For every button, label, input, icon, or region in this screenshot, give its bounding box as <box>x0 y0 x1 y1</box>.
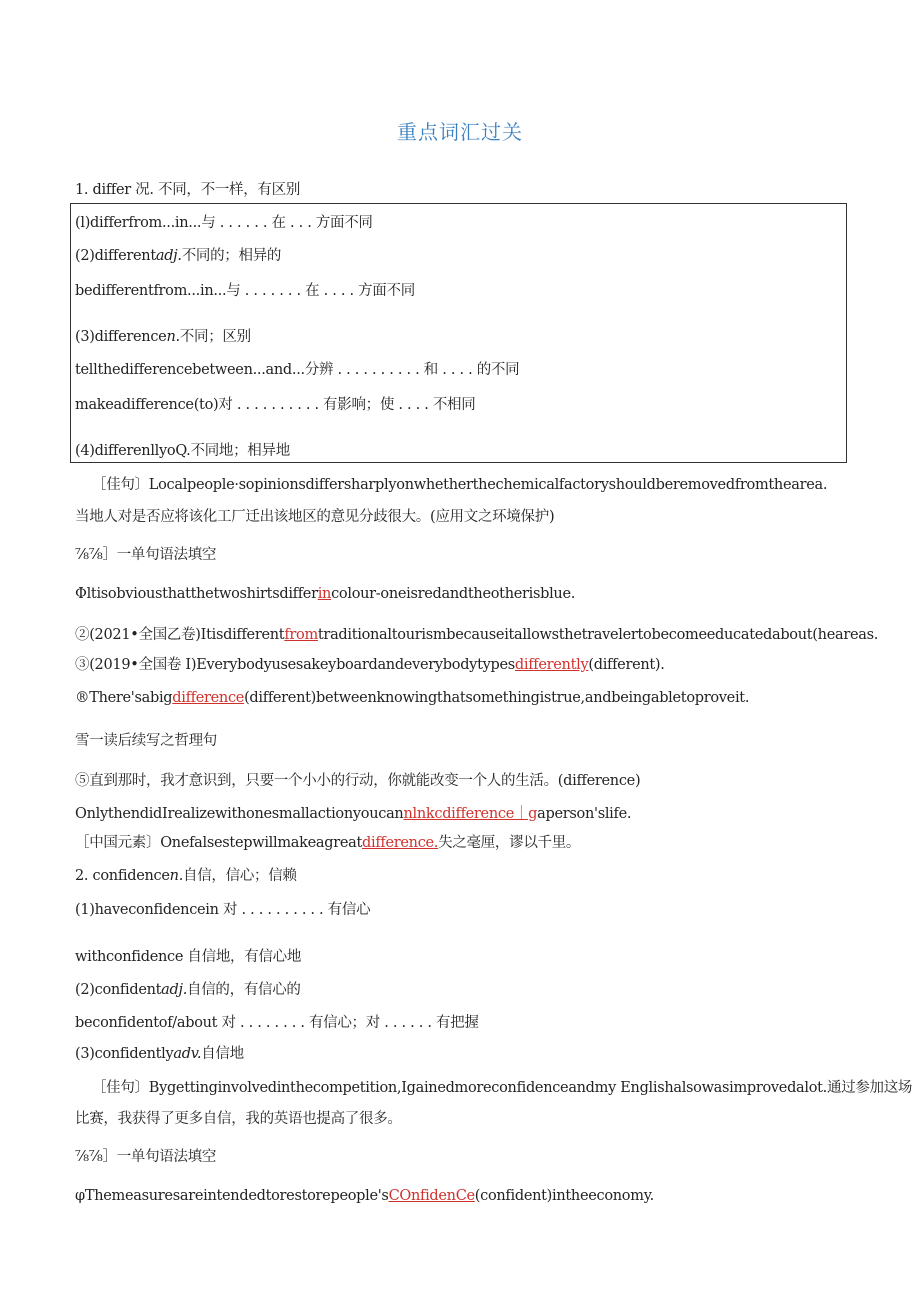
item2-line-1: (1)haveconfidencein 对 . . . . . . . . . . 有信心 <box>75 902 371 918</box>
exercise-3: ③(2019•全国卷 I)Everybodyusesakeyboardandeverybodytypesdifferently(different). <box>75 657 665 673</box>
page-title: 重点词汇过关 <box>397 120 523 144</box>
china-element-sentence: ［中国元素〕Onefalsestepwillmakeagreatdifference.失之毫厘，谬以千里。 <box>75 835 581 851</box>
box-line-4: (3)differencen.不同；区别 <box>75 329 251 345</box>
item2-line-5: (3)confidentlyadv.自信地 <box>75 1046 244 1062</box>
writing-section-label: 雪一读后续写之哲理句 <box>75 733 217 749</box>
exercise-5-cn: ⑤直到那时，我才意识到，只要一个小小的行动，你就能改变一个人的生活。(difference) <box>75 773 641 789</box>
box-line-7: (4)differenllyoQ.不同地；相异地 <box>75 443 290 459</box>
answer-6: difference. <box>362 835 439 851</box>
item2-example-en: ［佳句〕Bygettinginvolvedinthecompetition,Igainedmoreconfidenceandmy Englishalsowasimprovedalot.通过参加这场 <box>92 1080 913 1096</box>
item2-grammar-fill-label: ⅞⅞］一单句语法填空 <box>75 1149 217 1165</box>
answer-3: differently <box>514 657 589 673</box>
answer-5: nlnkcdifference｜g <box>403 806 538 822</box>
box-line-2: (2)differentadj.不同的；相异的 <box>75 248 282 264</box>
box-line-6: makeadifference(to)对 . . . . . . . . . . 有影响；使 . . . . 不相同 <box>75 397 476 413</box>
box-line-1: (l)differfrom...in...与 . . . . . . 在 . . . 方面不同 <box>75 215 373 231</box>
item2-line-4: beconfidentof/about 对 . . . . . . . . 有信心；对 . . . . . . 有把握 <box>75 1015 479 1031</box>
answer-4: difference <box>172 690 245 706</box>
grammar-fill-label: ⅞⅞］一单句语法填空 <box>75 547 217 563</box>
exercise-5: OnlythendidIrealizewithonesmallactionyoucannlnkcdifference｜gaperson'slife. <box>75 806 632 822</box>
exercise-2: ②(2021•全国乙卷)Itisdifferentfromtraditionaltourismbecauseitallowsthetravelertobecomeeducatedabout(heareas. <box>75 627 879 643</box>
item2-example-cn: 比赛，我获得了更多自信，我的英语也提高了很多。 <box>75 1111 402 1127</box>
item2-exercise-1: φThemeasuresareintendedtorestorepeople'sCOnfidenCe(confident)intheeconomy. <box>75 1188 654 1204</box>
answer-2: from <box>284 627 318 643</box>
item2-answer-1: COnfidenCe <box>388 1188 475 1204</box>
example-sentence-en: ［佳句〕Localpeople·sopinionsdiffersharplyonwhetherthechemicalfactoryshouldberemovedfromthearea. <box>92 477 828 493</box>
box-line-3: bedifferentfrom...in...与 . . . . . . . 在 . . . . 方面不同 <box>75 283 415 299</box>
exercise-1: Φltisobviousthatthetwoshirtsdifferincolour-oneisredandtheotherisblue. <box>75 586 576 602</box>
item2-line-3: (2)confidentadj.自信的，有信心的 <box>75 982 301 998</box>
box-line-5: tellthedifferencebetween...and...分辨 . . . . . . . . . . 和 . . . . 的不同 <box>75 362 520 378</box>
item2-heading: 2. confidencen.自信，信心；信赖 <box>75 868 297 884</box>
item2-line-2: withconfidence 自信地，有信心地 <box>75 949 302 965</box>
item1-heading: 1. differ 况. 不同，不一样，有区别 <box>75 182 301 198</box>
example-sentence-cn: 当地人对是否应将该化工厂迁出该地区的意见分歧很大。(应用文之环境保护) <box>75 509 555 525</box>
answer-1: in <box>317 586 332 602</box>
exercise-4: ®There'sabigdifference(different)betweenknowingthatsomethingistrue,andbeingabletoproveit. <box>75 690 750 706</box>
